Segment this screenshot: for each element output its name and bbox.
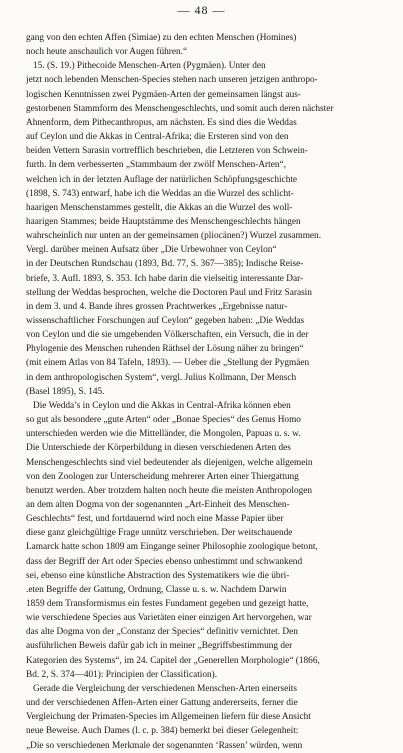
text-line: an dem alten Dogma von der sogenannten „Art-Einheit des Menschen-: [26, 499, 290, 510]
text-line: wissenschaftlicher Forschungen auf Ceylon“ gegeben haben: „Die Weddas: [26, 316, 305, 326]
text-line: Menschengeschlechts sind viel bedeutender als diejenigen, welche allgemein: [26, 457, 313, 468]
text-line: auf Ceylon und die Akkas in Central-Afrika; die Ersteren sind von den: [26, 132, 289, 143]
text-line: unterschieden werden wie die Mittelländer, die Mongolen, Papuas u. s. w.: [26, 429, 301, 440]
text-line: briefe, 3. Aufl. 1893, S. 353. Ich habe darin die vielseitig interessante Dar-: [26, 273, 304, 284]
text-line: benutzt werden. Aber trotzdem halten noch heute die meisten Anthropologen: [26, 485, 313, 496]
text-line: diese ganz gleichgültige Frage unnütz verschrieben. Der weitschauende: [26, 528, 293, 539]
text-line: Vergleichung der Primaten-Species im Allgemeinen liefern für diese Ansicht: [26, 712, 311, 723]
text-line: in der Deutschen Rundschau (1893, Bd. 77, S. 367—385); Indische Reise-: [26, 259, 304, 270]
text-line: beiden Vettern Sarasin vortrefflich beschrieben, die Letzteren von Schwein-: [26, 146, 308, 157]
text-line: Geschlechts“ fest, und fortdauernd wird noch eine Masse Papier über: [26, 514, 284, 525]
text-line: furth. In dem verbesserten „Stammbaum der zwölf Menschen-Arten“,: [26, 160, 286, 171]
text-line: so gut als besondere „gute Arten“ oder „Bonae Species“ des Genus Homo: [26, 415, 301, 426]
text-line: gestorbenen Stammform des Menschengeschlechts, und somit auch deren nächster: [26, 103, 334, 114]
text-line: von Ceylon und die sie umgebenden Völkerschaften, ein Versuch, die in der: [26, 330, 309, 341]
text-line: Die Wedda’s in Ceylon und die Akkas in Central-Afrika können eben: [33, 400, 291, 411]
text-line: und der verschiedenen Affen-Arten einer Gattung andererseits, ferner die: [26, 698, 298, 709]
text-line: (Basel 1895), S. 145.: [26, 386, 105, 397]
text-line: „Die so verschiedenen Merkmale der sogenannten ‘Rassen’ würden, wenn: [26, 740, 303, 751]
page-number: — 48 —: [177, 3, 226, 17]
text-line: wahrscheinlich nur unten an der gemeinsamen (pliocänen?) Wurzel zusammen.: [26, 231, 322, 242]
text-line: .eten Begriffe der Gattung, Ordnung, Classe u. s. w. Nachdem Darwin: [26, 584, 287, 595]
text-line: neue Beweise. Auch Dames (l. c. p. 384) bemerkt bei dieser Gelegenheit:: [26, 726, 299, 737]
text-line: wie verschiedene Species aus Varietäten einer einzigen Art hervorgehen, war: [26, 613, 312, 624]
text-line: in dem 3. und 4. Bande ihres grossen Prachtwerkes „Ergebnisse natur-: [26, 301, 288, 312]
text-line: Kategorien des Systems“, im 24. Capitel der „Generellen Morphologie“ (1866,: [26, 655, 320, 666]
text-line: 1859 dem Transformismus ein festes Fundament gegeben und gezeigt hatte,: [26, 599, 309, 609]
text-line: Gerade die Vergleichung der verschiedenen Menschen-Arten einerseits: [33, 683, 297, 694]
text-line: Lamarck hatte schon 1809 am Eingange seiner Philosophie zoologique betont,: [26, 542, 318, 553]
text-line: noch heute anschaulich vor Augen führen.“: [26, 47, 188, 58]
text-line: Ahnenform, dem Pithecanthropus, am nächsten. Es sind dies die Weddas: [26, 117, 297, 128]
text-line: sei, ebenso eine künstliche Abstraction des Systematikers wie die übri-: [26, 570, 290, 581]
text-line: ausführlichen Beweis dafür gab ich in meiner „Begriffsbestimmung der: [26, 641, 293, 652]
text-line: 15. (S. 19.) Pithecoide Menschen-Arten (Pygmäen). Unter den: [33, 61, 266, 72]
text-line: Phylogenie des Menschen ruhenden Räthsel der Lösung näher zu bringen“: [26, 344, 304, 355]
text-line: von den Zoologen zur Unterscheidung mehrerer Arten einer Thiergattung: [26, 471, 299, 482]
text-line: haarigen Stammes; beide Hauptstämme des Menschengeschlechts hängen: [26, 216, 301, 227]
text-line: in dem anthropologischen System“, vergl. Julius Kollmann, Der Mensch: [26, 372, 297, 383]
text-line: logischen Kenntnissen zwei Pygmäen-Arten der gemeinsamen längst aus-: [26, 89, 301, 100]
text-line: (1898, S. 743) entwarf, habe ich die Weddas an die Wurzel des schlicht-: [26, 188, 294, 199]
text-line: stellung der Weddas besprochen, welche die Doctoren Paul und Fritz Sarasin: [26, 287, 312, 298]
text-line: dass der Begriff der Art oder Species ebenso unbestimmt und schwankend: [26, 556, 303, 567]
text-line: Bd. 2, S. 374—401): Principien der Classification).: [26, 669, 218, 680]
text-line: das alte Dogma von der „Constanz der Species“ definitiv vernichtet. Den: [26, 627, 298, 638]
text-line: Vergl. darüber meinen Aufsatz über „Die Urbewohner von Ceylon“: [26, 245, 277, 256]
text-line: haarigen Menschenstammes gestellt, die Akkas an die Wurzel des woll-: [26, 202, 293, 213]
text-line: (mit einem Atlas von 84 Tafeln, 1893). — Ueber die „Stellung der Pygmäen: [26, 358, 310, 369]
text-line: jetzt noch lebenden Menschen-Species stehen nach unseren jetzigen anthropo-: [26, 75, 318, 86]
text-line: Die Unterschiede der Körperbildung in diesen verschiedenen Arten des: [26, 443, 291, 454]
text-line: gang von den echten Affen (Simiae) zu den echten Menschen (Homines): [26, 33, 297, 43]
text-line: welchen ich in der letzten Auflage der natürlichen Schöpfungsgeschichte: [26, 174, 298, 185]
